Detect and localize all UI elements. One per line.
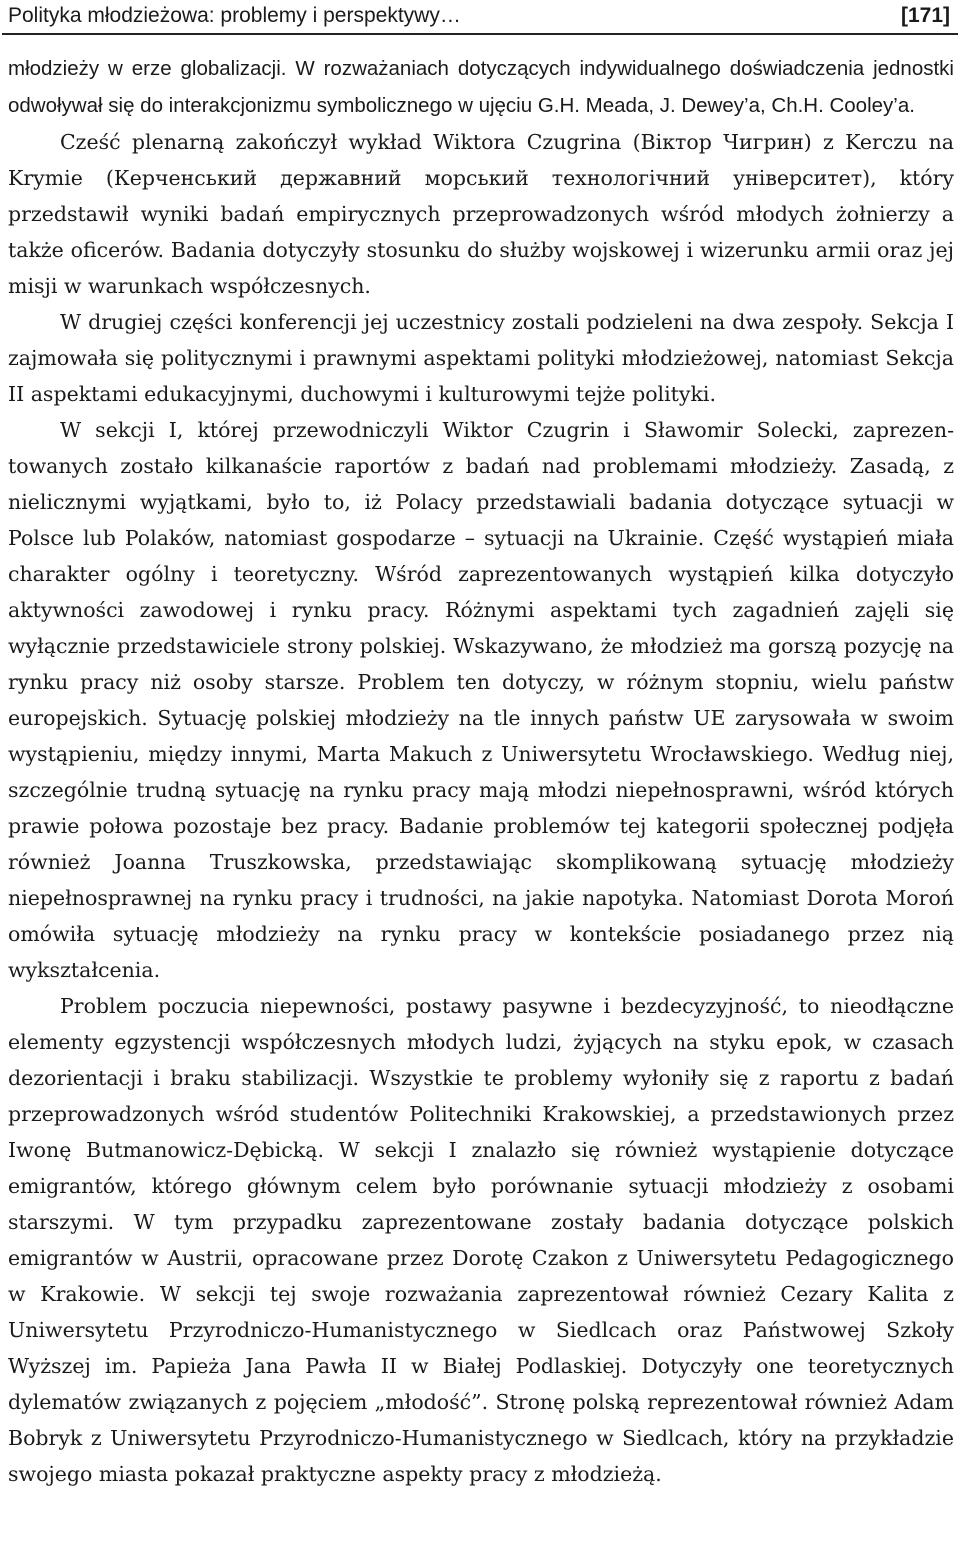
paragraph-continued <box>8 50 954 124</box>
paragraph-lead: młodzieży w erze globalizacji. W rozważaniach dotyczących indywidualnego doświadczenia jednostki odwoływał się do interakcjonizmu symbolicznego w ujęciu G.H. Meada, J. Dewey’a, Ch.H. Cooley’a. <box>8 57 954 117</box>
paragraph: W sekcji I, której przewodniczyli Wiktor Czugrin i Sławomir Solecki, zaprezentowanych zostało kilkanaście raportów z badań nad problemami młodzieży. Zasadą, z nielicznymi wyjątkami, było to, iż Polacy przedstawiali badania dotyczące sytuacji w Polsce lub Polaków, natomiast gospodarze – sytuacji na Ukrainie. Część wystąpień miała charakter ogólny i teoretyczny. Wśród zaprezentowanych wystąpień kilka dotyczyło aktywności zawodowej i rynku pracy. Różnymi aspektami tych zagadnień zajęli się wyłącznie przedstawiciele strony polskiej. Wskazywano, że młodzież ma gorszą pozycję na rynku pracy niż osoby starsze. Problem ten dotyczy, w różnym stopniu, wielu państw europejskich. Sytuację polskiej młodzieży na tle innych państw UE zarysowała w swoim wystąpieniu, między innymi, Marta Makuch z Uniwersytetu Wrocławskiego. Według niej, szczególnie trudną sytuację na rynku pracy mają młodzi niepełnosprawni, wśród których prawie połowa pozostaje bez pracy. Badanie problemów tej kategorii społecznej podjęła również Joanna Truszkowska, przedstawiając skomplikowaną sytuację młodzieży niepełnosprawnej na rynku pracy i trudności, na jakie napotyka. Natomiast Dorota Moroń omówiła sytuację młodzieży na rynku pracy w kontekście posiadanego przez nią wykształcenia. <box>8 418 954 982</box>
running-header <box>8 0 950 32</box>
page-number: [171] <box>900 4 950 27</box>
paragraph: Problem poczucia niepewności, postawy pasywne i bezdecyzyjność, to nieodłączne elementy egzystencji współczesnych młodych ludzi, żyjących na styku epok, w czasach dezorientacji i braku stabilizacji. Wszystkie te problemy wyłoniły się z raportu z badań przeprowadzonych wśród studentów Politechniki Krakowskiej, a przedstawionych przez Iwonę Butmanowicz-Dębicką. W sekcji I znalazło się również wystąpienie dotyczące emigrantów, którego głównym celem było porównanie sytuacji młodzieży z osobami starszymi. W tym przypadku zaprezentowane zostały badania dotyczące polskich emigrantów w Austrii, opracowane przez Dorotę Czakon z Uniwersytetu Pedagogicznego w Krakowie. W sekcji tej swoje rozważania zaprezentował również Cezary Kalita z Uniwersytetu Przyrodniczo-Humanistycznego w Siedlcach oraz Państwowej Szkoły Wyższej im. Papieża Jana Pawła II w Białej Podlaskiej. Dotyczyły one teoretycznych dylematów związanych z pojęciem „młodość”. Stronę polską reprezentował również Adam Bobryk z Uniwersytetu Przyrodniczo-Humanistycznego w Siedlcach, który na przykładzie swojego miasta pokazał praktyczne aspekty pracy z młodzieżą. <box>8 994 954 1486</box>
body-text <box>8 50 954 1492</box>
paragraph: W drugiej części konferencji jej uczestnicy zostali podzieleni na dwa zespoły. Sekcja I zajmowała się politycznymi i prawnymi aspektami polityki młodzieżowej, natomiast Sekcja II aspektami edukacyjnymi, duchowymi i kulturowymi tejże polityki. <box>8 310 954 406</box>
header-rule <box>2 33 958 35</box>
paragraph: Cześć plenarną zakończył wykład Wiktora Czugrina (Віктор Чигрин) z Kerczu na Krymie (Керченський державний морський технологічний університет), który przedstawił wyniki badań empirycznych przeprowadzonych wśród młodych żołnierzy a także oficerów. Badania dotyczyły stosunku do służby wojskowej i wizerunku armii oraz jej misji w warunkach współczesnych. <box>8 130 954 298</box>
running-header-title: Polityka młodzieżowa: problemy i perspektywy… <box>8 4 461 27</box>
